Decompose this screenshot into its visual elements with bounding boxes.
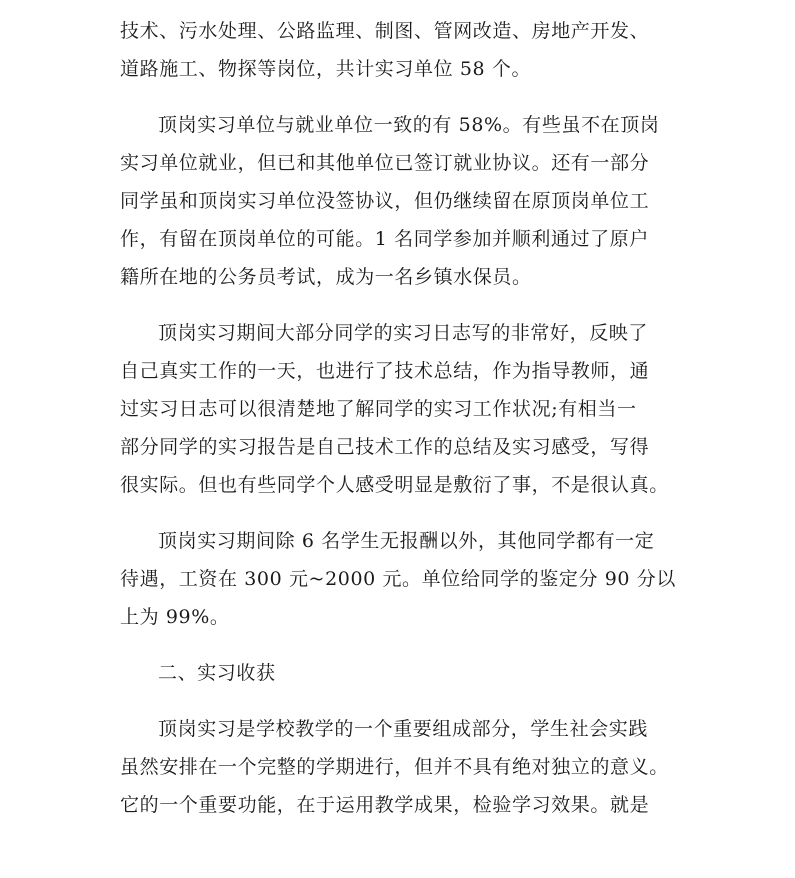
- text-line: 技术、污水处理、公路监理、制图、管网改造、房地产开发、: [120, 20, 650, 42]
- text-line: 过实习日志可以很清楚地了解同学的实习工作状况;有相当一: [120, 398, 637, 420]
- paragraph-logs: [120, 314, 735, 504]
- text-line: 道路施工、物探等岗位，共计实习单位 58 个。: [120, 58, 532, 80]
- text-line: 顶岗实习是学校教学的一个重要组成部分，学生社会实践: [158, 718, 649, 740]
- paragraph-intro-tail: [120, 12, 735, 88]
- text-line: 作，有留在顶岗单位的可能。1 名同学参加并顺利通过了原户: [120, 228, 649, 250]
- text-line: 很实际。但也有些同学个人感受明显是敷衍了事，不是很认真。: [120, 474, 669, 496]
- text-line: 实习单位就业，但已和其他单位已签订就业协议。还有一部分: [120, 152, 650, 174]
- text-line: 待遇，工资在 300 元~2000 元。单位给同学的鉴定分 90 分以: [120, 568, 676, 590]
- section-heading: 二、实习收获: [158, 662, 276, 684]
- paragraph-gains: [120, 710, 735, 824]
- text-line: 部分同学的实习报告是自己技术工作的总结及实习感受，写得: [120, 436, 650, 458]
- text-line: 上为 99%。: [120, 606, 230, 628]
- paragraph-employment: [120, 106, 735, 296]
- text-line: 虽然安排在一个完整的学期进行，但并不具有绝对独立的意义。: [120, 756, 669, 778]
- paragraph-pay: [120, 522, 735, 636]
- text-line: 自己真实工作的一天，也进行了技术总结，作为指导教师，通: [120, 360, 650, 382]
- text-line: 顶岗实习期间除 6 名学生无报酬以外，其他同学都有一定: [158, 530, 655, 552]
- text-line: 顶岗实习期间大部分同学的实习日志写的非常好，反映了: [158, 322, 649, 344]
- text-line: 籍所在地的公务员考试，成为一名乡镇水保员。: [120, 266, 532, 288]
- section-heading-gains: [120, 654, 735, 692]
- text-line: 它的一个重要功能，在于运用教学成果，检验学习效果。就是: [120, 794, 650, 816]
- text-line: 同学虽和顶岗实习单位没签协议，但仍继续留在原顶岗单位工: [120, 190, 650, 212]
- text-line: 顶岗实习单位与就业单位一致的有 58%。有些虽不在顶岗: [158, 114, 660, 136]
